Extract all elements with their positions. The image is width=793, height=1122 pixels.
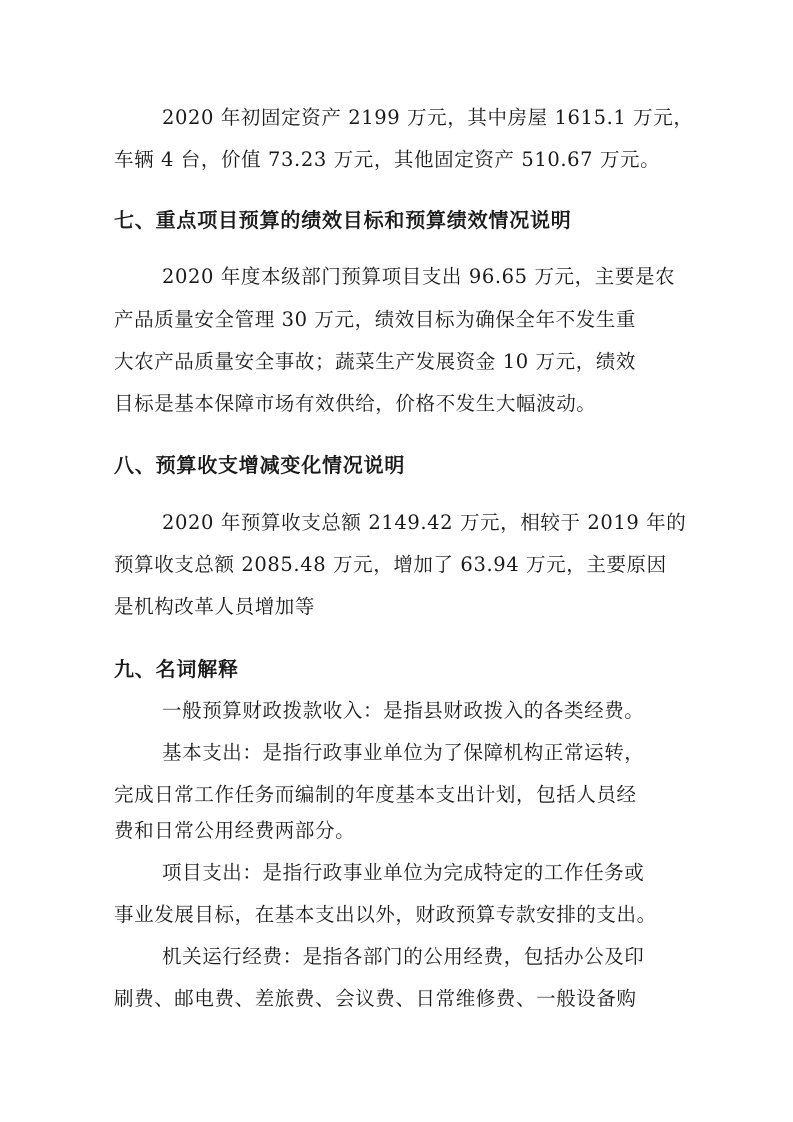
- paragraph-line: 2020 年初固定资产 2199 万元，其中房屋 1615.1 万元，: [162, 106, 694, 129]
- paragraph-line: 目标是基本保障市场有效供给，价格不发生大幅波动。: [114, 392, 597, 415]
- paragraph-line: 2020 年预算收支总额 2149.42 万元，相较于 2019 年的: [162, 511, 687, 534]
- paragraph-line: 项目支出：是指行政事业单位为完成特定的工作任务或: [162, 861, 645, 884]
- paragraph-line: 基本支出：是指行政事业单位为了保障机构正常运转，: [162, 741, 645, 764]
- section-heading-8: 八、预算收支增减变化情况说明: [114, 453, 406, 477]
- paragraph-line: 事业发展目标，在基本支出以外，财政预算专款安排的支出。: [114, 903, 657, 926]
- paragraph-line: 费和日常公用经费两部分。: [114, 819, 356, 842]
- paragraph-line: 机关运行经费：是指各部门的公用经费，包括办公及印: [162, 945, 645, 968]
- paragraph-line: 产品质量安全管理 30 万元，绩效目标为确保全年不发生重: [114, 308, 637, 331]
- paragraph-line: 是机构改革人员增加等: [114, 595, 316, 618]
- section-heading-9: 九、名词解释: [114, 657, 239, 681]
- paragraph-line: 一般预算财政拨款收入：是指县财政拨入的各类经费。: [162, 699, 645, 722]
- section-heading-7: 七、重点项目预算的绩效目标和预算绩效情况说明: [114, 208, 572, 232]
- paragraph-line: 车辆 4 台，价值 73.23 万元，其他固定资产 510.67 万元。: [114, 148, 661, 171]
- paragraph-line: 2020 年度本级部门预算项目支出 96.65 万元，主要是农: [162, 265, 676, 288]
- paragraph-line: 完成日常工作任务而编制的年度基本支出计划，包括人员经: [114, 783, 637, 806]
- paragraph-line: 刷费、邮电费、差旅费、会议费、日常维修费、一般设备购: [114, 987, 637, 1010]
- paragraph-line: 预算收支总额 2085.48 万元，增加了 63.94 万元，主要原因: [114, 553, 667, 576]
- paragraph-line: 大农产品质量安全事故；蔬菜生产发展资金 10 万元，绩效: [114, 350, 637, 373]
